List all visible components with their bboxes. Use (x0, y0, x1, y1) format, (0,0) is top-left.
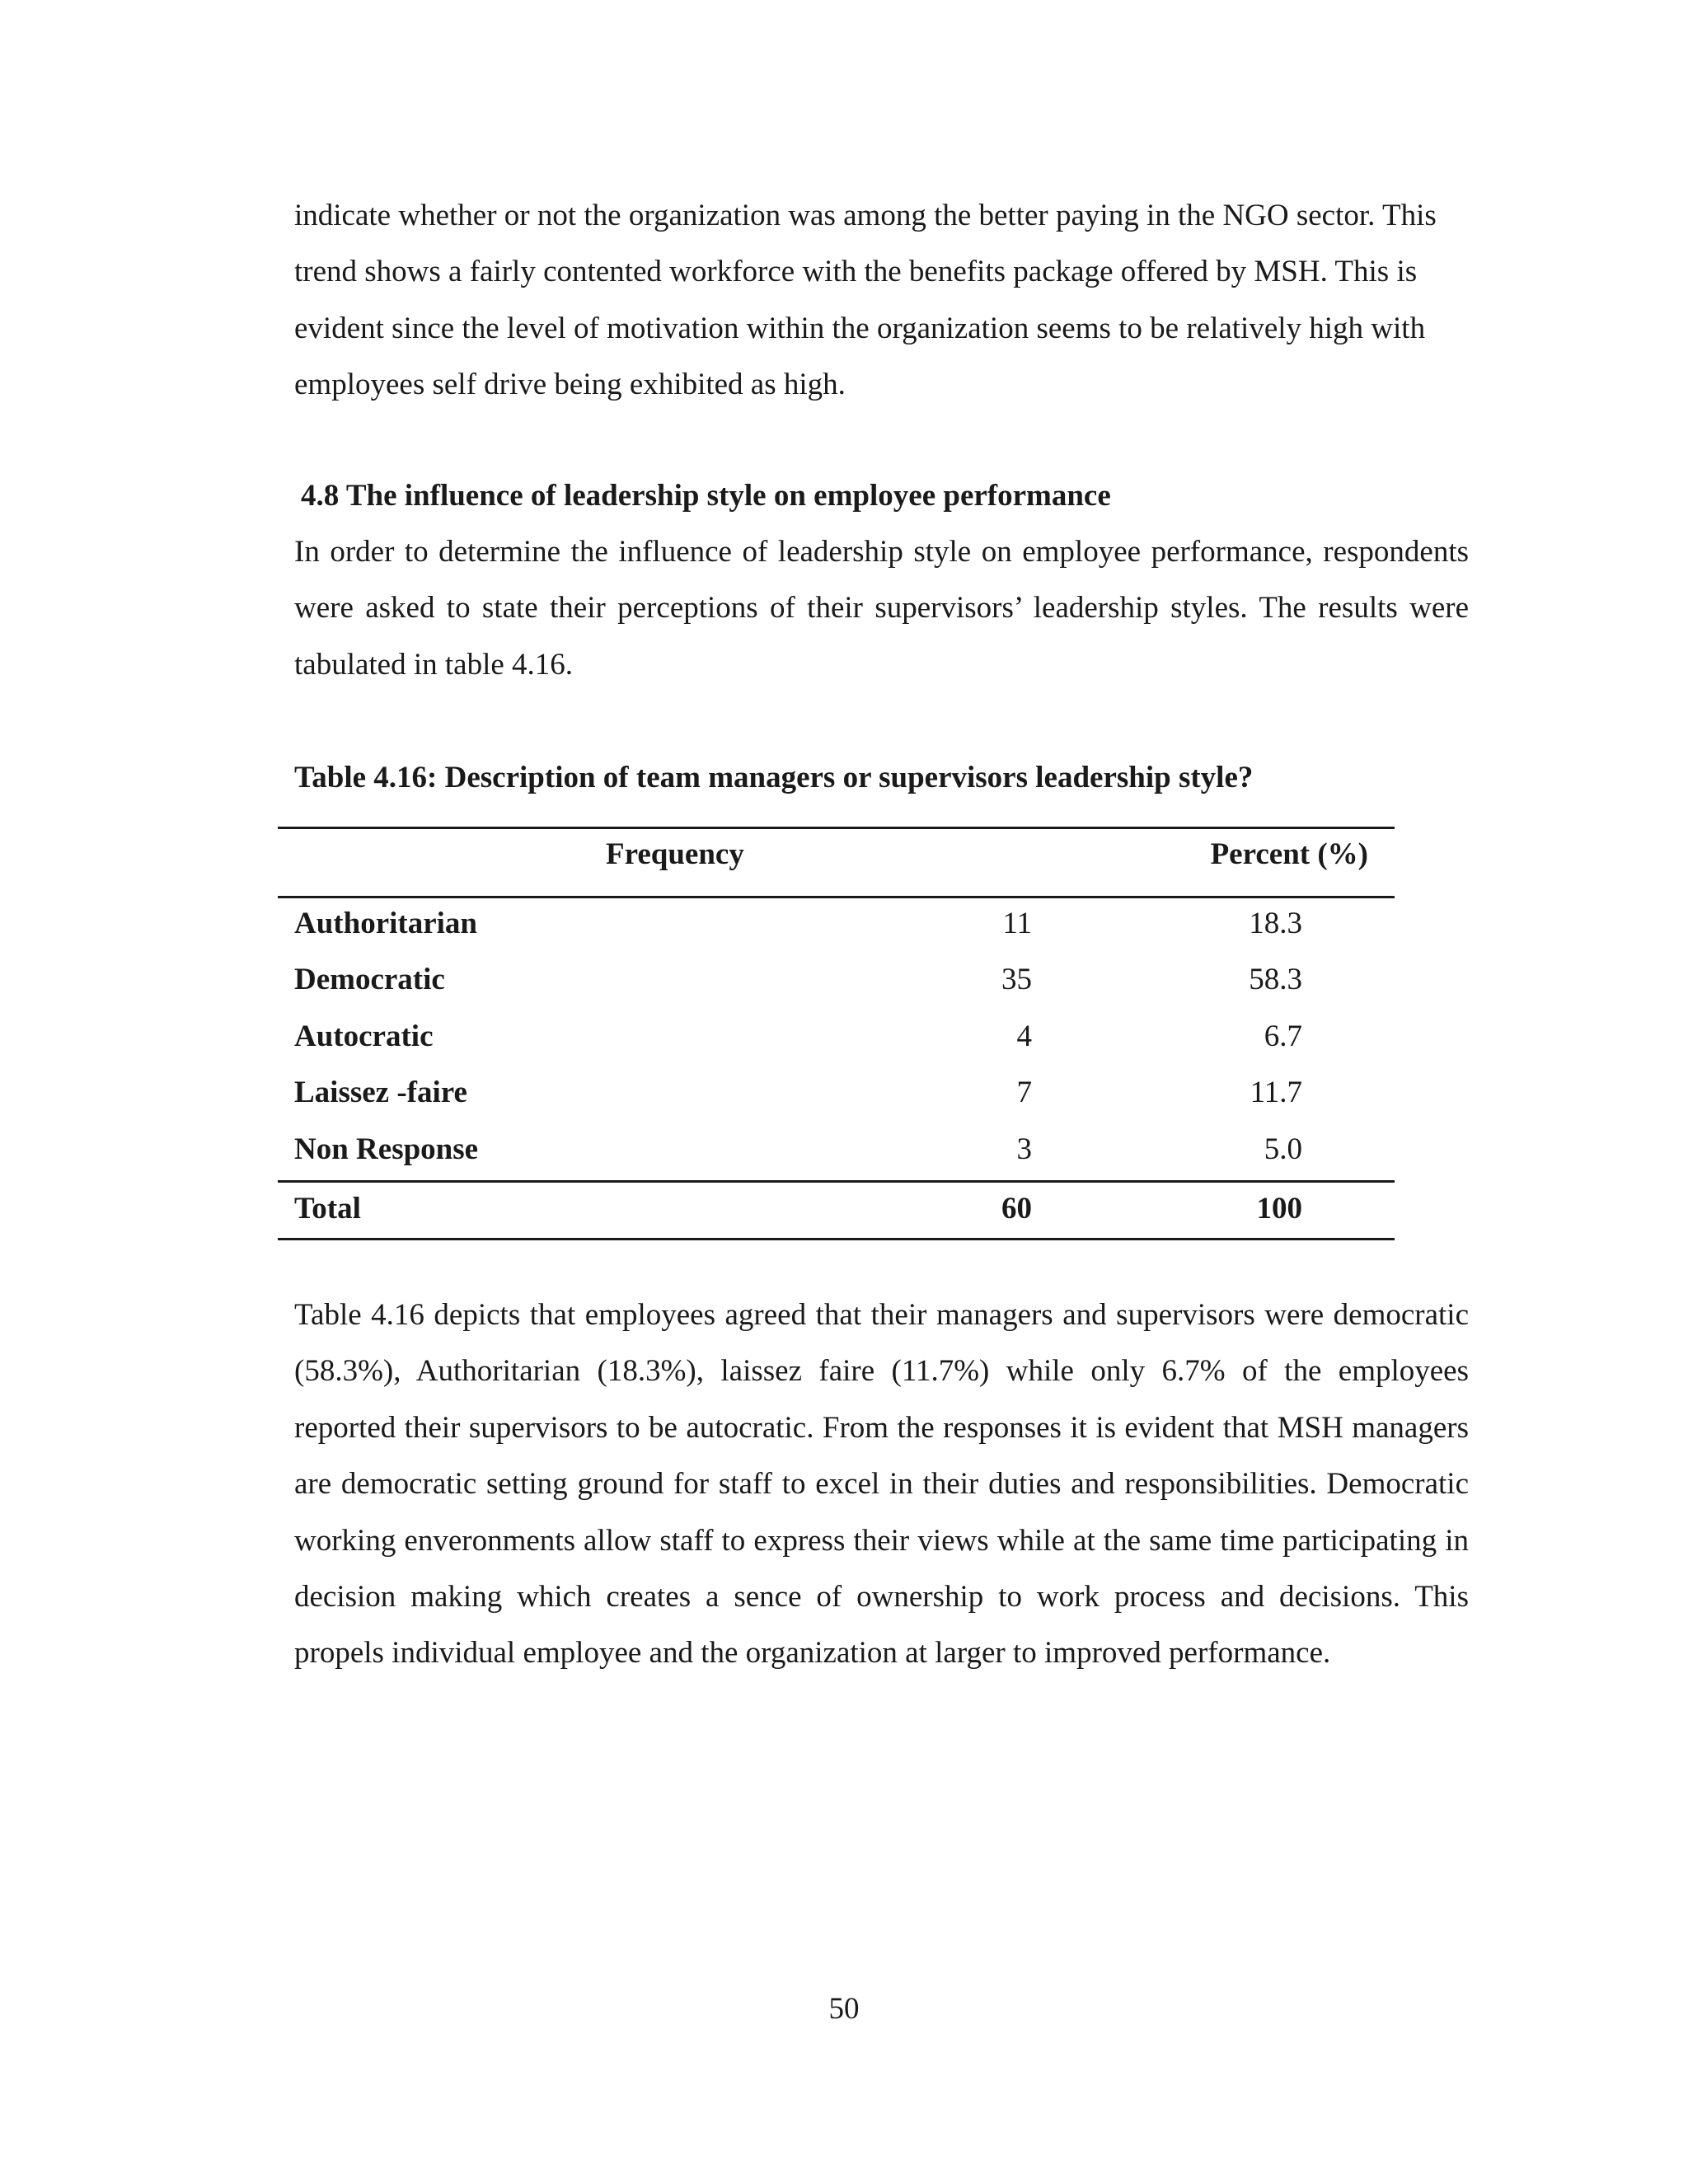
row-percent-non-response: 5.0 (1264, 1132, 1302, 1166)
paragraph-table-discussion: Table 4.16 depicts that employees agreed that their managers and supervisors were democratic (58.3%), Authoritarian (18.3%), laissez faire (11.7%) while only 6.7% of the employees reported their supervisors to be autocratic. From the responses it is evident that MSH managers are democratic setting ground for staff to excel in their duties and responsibilities. Democratic working enveronments allow staff to express their views while at the same time participating in decision making which creates a sence of ownership to work process and decisions. This propels individual employee and the organization at larger to improved performance. (294, 1298, 1469, 1671)
leadership-style-table (278, 827, 1395, 1240)
row-frequency-authoritarian: 11 (1002, 907, 1032, 940)
row-label-total: Total (294, 1192, 361, 1226)
paragraph-leadership-intro: In order to determine the influence of leadership style on employee performance, respondents were asked to state their perceptions of their supervisors’ leadership styles. The results were tabulated in table 4.16. (294, 535, 1469, 682)
paragraph-benefits-conclusion: indicate whether or not the organization was among the better paying in the NGO sector. This trend shows a fairly contented workforce with the benefits package offered by MSH. This is evident since the level of motivation within the organization seems to be relatively high with employees self drive being exhibited as high. (294, 199, 1437, 402)
row-label-autocratic: Autocratic (294, 1019, 434, 1053)
row-label-laissez-faire: Laissez -faire (294, 1076, 467, 1109)
row-percent-laissez-faire: 11.7 (1250, 1076, 1302, 1109)
row-frequency-total: 60 (1001, 1192, 1032, 1226)
row-frequency-autocratic: 4 (1016, 1019, 1032, 1053)
section-heading: 4.8 The influence of leadership style on employee performance (301, 479, 1111, 513)
row-frequency-laissez-faire: 7 (1016, 1076, 1032, 1109)
table-total-rule (278, 1180, 1395, 1183)
column-header-percent: Percent (%) (1210, 837, 1368, 871)
column-header-frequency: Frequency (606, 837, 744, 871)
row-label-democratic: Democratic (294, 963, 445, 996)
row-percent-democratic: 58.3 (1249, 963, 1302, 996)
row-label-authoritarian: Authoritarian (294, 907, 477, 940)
table-bottom-rule (278, 1238, 1395, 1240)
row-label-non-response: Non Response (294, 1132, 479, 1166)
row-percent-authoritarian: 18.3 (1249, 907, 1302, 940)
table-caption: Table 4.16: Description of team managers or supervisors leadership style? (294, 761, 1254, 794)
row-percent-total: 100 (1256, 1192, 1302, 1226)
row-frequency-democratic: 35 (1001, 963, 1032, 996)
row-percent-autocratic: 6.7 (1264, 1019, 1302, 1053)
row-frequency-non-response: 3 (1016, 1132, 1032, 1166)
page-number: 50 (828, 1992, 860, 2026)
